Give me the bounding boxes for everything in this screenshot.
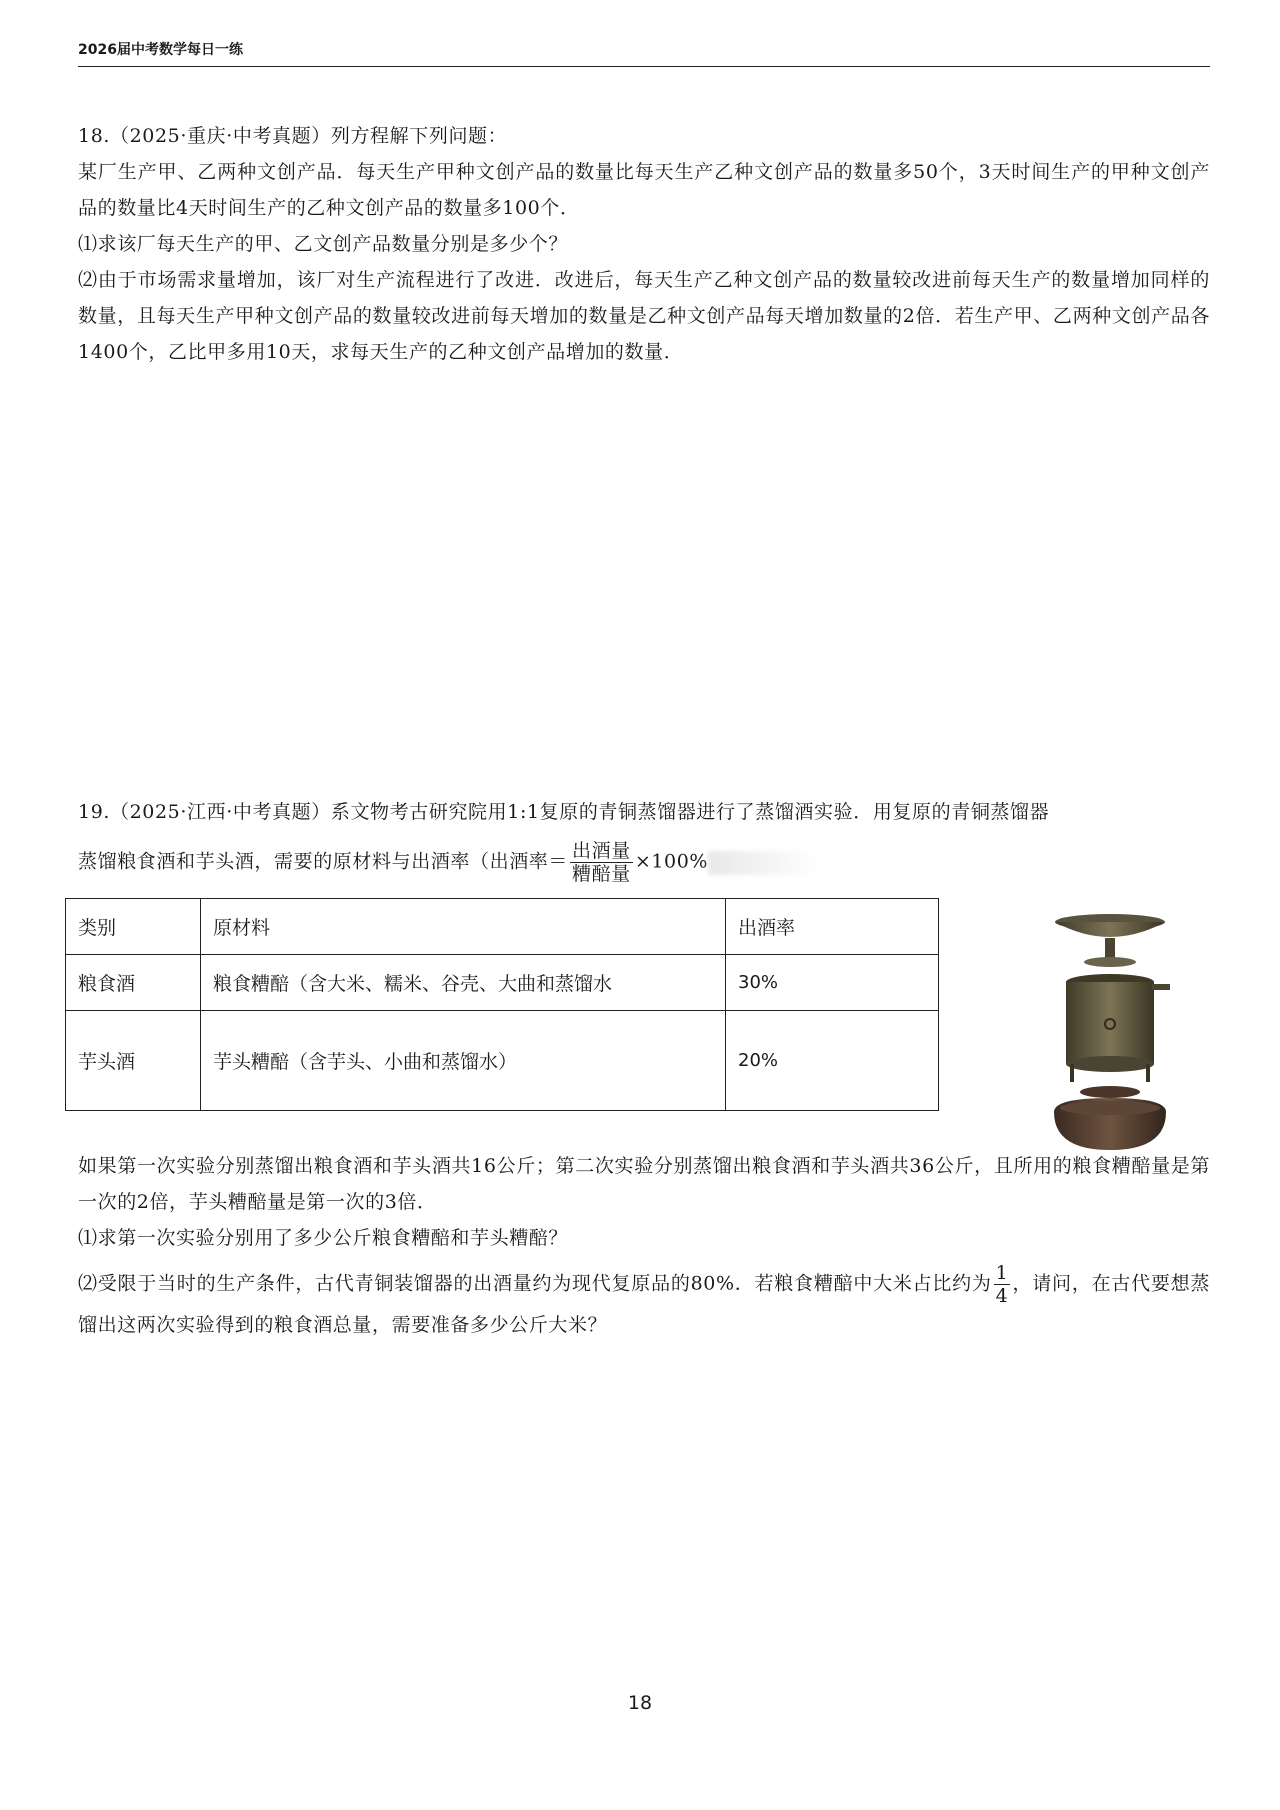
q18-body: 某厂生产甲、乙两种文创产品．每天生产甲种文创产品的数量比每天生产乙种文创产品的数量多50个，3天时间生产的甲种文创产品的数量比4天时间生产的乙种文创产品的数量多100个． — [78, 161, 1210, 219]
still-pot-rim — [1060, 1101, 1160, 1115]
yield-fraction-numerator: 出酒量 — [572, 840, 631, 862]
still-basin-bowl — [1055, 922, 1165, 937]
still-stem — [1105, 938, 1115, 960]
q18-part2: ⑵由于市场需求量增加，该厂对生产流程进行了改进．改进后，每天生产乙种文创产品的数量较改进前每天生产的数量增加同样的数量，且每天生产甲种文创产品的数量较改进前每天增加的数量是乙种文创产品每天增加数量的2倍．若生产甲、乙两种文创产品各1400个，乙比甲多用10天，求每天生产的乙种文创产品增加的数量． — [78, 269, 1210, 363]
materials-table — [65, 898, 939, 1111]
rice-fraction — [994, 1262, 1011, 1307]
q19-formula-line — [78, 840, 1210, 885]
still-cylinder-bottom — [1066, 1056, 1154, 1072]
q19-part2-question: ，请问，在古代要想蒸馏出这两次实验得到的粮食酒总量，需要准备多少公斤大米？ — [78, 1272, 1210, 1336]
still-leg — [1146, 1064, 1150, 1082]
page-number: 18 — [627, 1692, 653, 1714]
yield-fraction-denominator: 糟醅量 — [572, 863, 631, 885]
still-cylinder — [1066, 982, 1154, 1064]
faded-region — [708, 851, 818, 875]
still-spout — [1152, 984, 1170, 990]
table-cell-material: 粮食糟醅（含大米、糯米、谷壳、大曲和蒸馏水 — [201, 955, 726, 1011]
bronze-still-image — [1040, 912, 1180, 1152]
q19-formula-suffix: ×100% — [634, 850, 709, 873]
page-header — [78, 40, 1210, 67]
table-row — [66, 955, 939, 1011]
table-header-row — [66, 899, 939, 955]
table-header-cell: 原材料 — [201, 899, 726, 955]
rice-fraction-denominator: 4 — [995, 1285, 1009, 1307]
table-header-cell: 出酒率 — [726, 899, 939, 955]
q19-formula-prefix: 蒸馏粮食酒和芋头酒，需要的原材料与出酒率（出酒率＝ — [78, 850, 569, 873]
q19-part2 — [78, 1262, 1210, 1343]
table-cell-category: 粮食酒 — [66, 955, 201, 1011]
table-cell-material: 芋头糟醅（含芋头、小曲和蒸馏水） — [201, 1011, 726, 1111]
header-title: 2026届中考数学每日一练 — [78, 42, 243, 58]
yield-fraction — [570, 840, 633, 885]
q19-part1: ⑴求第一次实验分别用了多少公斤粮食糟醅和芋头糟醅？ — [78, 1227, 569, 1249]
q18-part1: ⑴求该厂每天生产的甲、乙文创产品数量分别是多少个？ — [78, 233, 569, 255]
q19-title: 19.（2025·江西·中考真题）系文物考古研究院用1:1复原的青铜蒸馏器进行了蒸馏酒实验．用复原的青铜蒸馏器 — [78, 801, 1050, 823]
table-header-cell: 类别 — [66, 899, 201, 955]
table-cell-category: 芋头酒 — [66, 1011, 201, 1111]
q19-body: 如果第一次实验分别蒸馏出粮食酒和芋头酒共16公斤；第二次实验分别蒸馏出粮食酒和芋头酒共36公斤，且所用的粮食糟醅量是第一次的2倍，芋头糟醅量是第一次的3倍． — [78, 1155, 1210, 1213]
q18-title: 18.（2025·重庆·中考真题）列方程解下列问题： — [78, 125, 508, 147]
table-row — [66, 1011, 939, 1111]
table-cell-rate: 30% — [726, 955, 939, 1011]
rice-fraction-numerator: 1 — [995, 1262, 1009, 1284]
still-leg — [1070, 1064, 1074, 1082]
table-cell-rate: 20% — [726, 1011, 939, 1111]
still-pot-lid — [1080, 1086, 1140, 1098]
still-stem-base — [1084, 957, 1136, 967]
q19-part2-text: ⑵受限于当时的生产条件，古代青铜装馏器的出酒量约为现代复原品的80%．若粮食糟醅中大米占比约为 — [78, 1272, 992, 1295]
